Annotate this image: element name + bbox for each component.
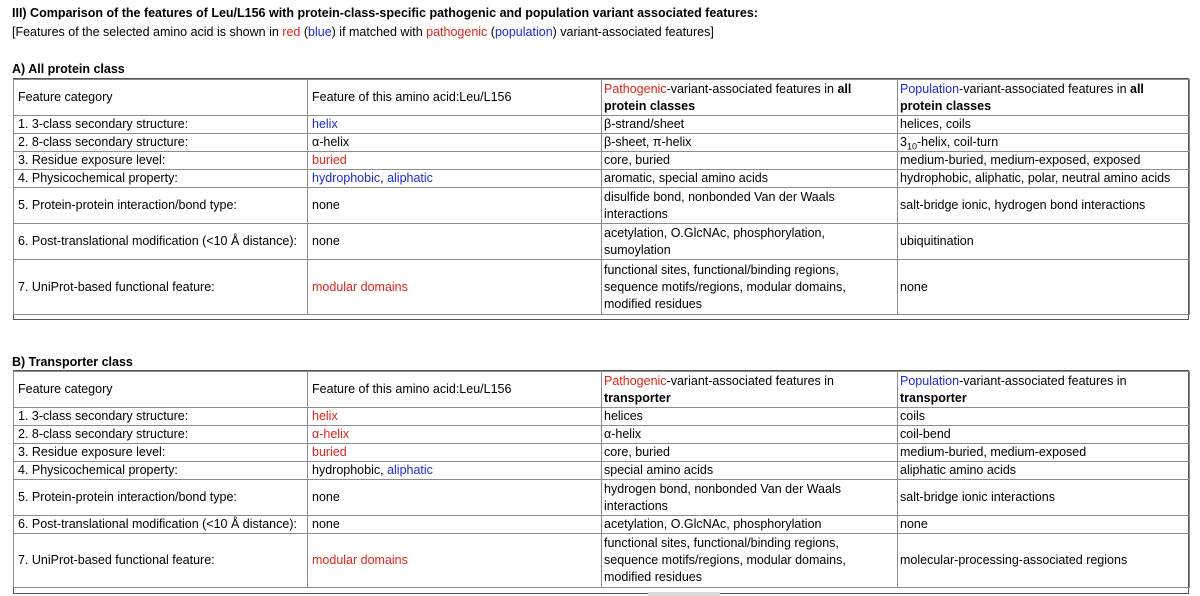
header-population-prefix: Population <box>900 81 960 96</box>
table-row <box>14 224 1190 260</box>
row-population: coils <box>898 408 1190 426</box>
table-row <box>14 426 1190 444</box>
row-category: 3. Residue exposure level: <box>14 444 308 462</box>
table-row <box>14 152 1190 170</box>
row-pathogenic: aromatic, special amino acids <box>602 170 898 188</box>
header-population-suffix: -variant-associated features in <box>959 373 1127 388</box>
row-pathogenic: acetylation, O.GlcNAc, phosphorylation <box>602 516 898 534</box>
header-population <box>898 372 1190 408</box>
table-row <box>14 134 1190 152</box>
header-population-bold: transporter <box>900 390 967 405</box>
section-a-table <box>13 79 1190 315</box>
row-pathogenic: hydrogen bond, nonbonded Van der Waals interactions <box>602 480 898 516</box>
header-population-prefix: Population <box>900 373 960 388</box>
header-pathogenic-suffix: -variant-associated features in <box>666 373 835 388</box>
header-this-amino-acid: Feature of this amino acid:Leu/L156 <box>308 80 602 116</box>
table-header-row <box>14 80 1190 116</box>
header-population-suffix: -variant-associated features in <box>959 81 1130 96</box>
row-value <box>308 408 602 426</box>
value-part: aliphatic <box>387 171 433 185</box>
row-pathogenic: core, buried <box>602 152 898 170</box>
header-pathogenic-prefix: Pathogenic <box>604 373 667 388</box>
population-sub-base: 3 <box>900 135 907 149</box>
header-population-bold: all protein classes <box>900 81 1144 113</box>
table-row <box>14 170 1190 188</box>
table-row <box>14 116 1190 134</box>
legend-red: red <box>282 25 301 39</box>
legend-text-3: ) if matched with <box>331 25 427 39</box>
value-part: hydrophobic, <box>312 463 388 477</box>
row-category: 4. Physicochemical property: <box>14 462 308 480</box>
row-population: salt-bridge ionic interactions <box>898 480 1190 516</box>
header-feature-category: Feature category <box>14 80 308 116</box>
row-category: 5. Protein-protein interaction/bond type: <box>14 188 308 224</box>
row-pathogenic: functional sites, functional/binding regions, sequence motifs/regions, modular domains, modified residues <box>602 260 898 315</box>
row-pathogenic: helices <box>602 408 898 426</box>
value-part: none <box>312 517 340 531</box>
row-pathogenic: core, buried <box>602 444 898 462</box>
value-part: α-helix <box>312 135 350 149</box>
row-value <box>308 516 602 534</box>
value-part: hydrophobic <box>312 171 381 185</box>
value-part: none <box>312 198 340 212</box>
row-value <box>308 426 602 444</box>
row-value <box>308 462 602 480</box>
row-category: 3. Residue exposure level: <box>14 152 308 170</box>
row-value <box>308 134 602 152</box>
row-value <box>308 152 602 170</box>
row-population: salt-bridge ionic, hydrogen bond interactions <box>898 188 1190 224</box>
legend-blue: blue <box>308 25 332 39</box>
row-category: 2. 8-class secondary structure: <box>14 426 308 444</box>
row-population: medium-buried, medium-exposed, exposed <box>898 152 1190 170</box>
row-population: none <box>898 260 1190 315</box>
row-value <box>308 188 602 224</box>
value-part: , <box>380 171 388 185</box>
population-rest: -helix, coil-turn <box>916 135 999 149</box>
header-population <box>898 80 1190 116</box>
row-population: ubiquitination <box>898 224 1190 260</box>
value-part: helix <box>312 409 338 423</box>
table-row <box>14 444 1190 462</box>
row-population: molecular-processing-associated regions <box>898 534 1190 588</box>
value-part: helix <box>312 117 338 131</box>
header-this-amino-acid: Feature of this amino acid:Leu/L156 <box>308 372 602 408</box>
header-pathogenic-bold: all protein classes <box>604 81 852 113</box>
row-value <box>308 170 602 188</box>
row-pathogenic: functional sites, functional/binding regions, sequence motifs/regions, modular domains, modified residues <box>602 534 898 588</box>
value-part: aliphatic <box>387 463 433 477</box>
header-pathogenic <box>602 80 898 116</box>
row-category: 6. Post-translational modification (<10 Å distance): <box>14 516 308 534</box>
table-header-row <box>14 372 1190 408</box>
row-population: hydrophobic, aliphatic, polar, neutral amino acids <box>898 170 1190 188</box>
table-row <box>14 462 1190 480</box>
table-row <box>14 408 1190 426</box>
section-b-table <box>13 371 1190 588</box>
legend-text-1: [Features of the selected amino acid is shown in <box>12 25 283 39</box>
row-value <box>308 224 602 260</box>
table-row <box>14 480 1190 516</box>
value-part: buried <box>312 153 347 167</box>
row-category: 5. Protein-protein interaction/bond type: <box>14 480 308 516</box>
row-pathogenic: β-strand/sheet <box>602 116 898 134</box>
legend-text-5: ) variant-associated features] <box>552 25 714 39</box>
legend-population: population <box>494 25 553 39</box>
table-row <box>14 188 1190 224</box>
row-pathogenic: disulfide bond, nonbonded Van der Waals interactions <box>602 188 898 224</box>
row-population <box>898 134 1190 152</box>
value-part: modular domains <box>312 553 408 567</box>
row-pathogenic: special amino acids <box>602 462 898 480</box>
row-population: helices, coils <box>898 116 1190 134</box>
row-value <box>308 444 602 462</box>
value-part: α-helix <box>312 427 350 441</box>
row-value <box>308 480 602 516</box>
row-value <box>308 534 602 588</box>
section-b-title: B) Transporter class <box>12 355 133 369</box>
table-row <box>14 260 1190 315</box>
color-legend <box>12 25 714 39</box>
row-category: 1. 3-class secondary structure: <box>14 116 308 134</box>
row-category: 1. 3-class secondary structure: <box>14 408 308 426</box>
section-a-title: A) All protein class <box>12 62 125 76</box>
row-category: 7. UniProt-based functional feature: <box>14 260 308 315</box>
population-subscript: 10 <box>906 141 917 152</box>
row-population: none <box>898 516 1190 534</box>
report-title: III) Comparison of the features of Leu/L156 with protein-class-specific pathogenic and population variant associated features: <box>12 6 758 20</box>
legend-text-4: ( <box>487 25 495 39</box>
value-part: modular domains <box>312 279 408 294</box>
row-value <box>308 116 602 134</box>
row-category: 4. Physicochemical property: <box>14 170 308 188</box>
legend-pathogenic: pathogenic <box>426 25 488 39</box>
header-pathogenic-prefix: Pathogenic <box>604 81 667 96</box>
row-population: medium-buried, medium-exposed <box>898 444 1190 462</box>
scroll-indicator <box>648 592 720 596</box>
row-pathogenic: β-sheet, π-helix <box>602 134 898 152</box>
value-part: buried <box>312 445 347 459</box>
value-part: none <box>312 234 340 248</box>
legend-text-2: ( <box>300 25 309 39</box>
row-value <box>308 260 602 315</box>
row-category: 6. Post-translational modification (<10 Å distance): <box>14 224 308 260</box>
header-pathogenic <box>602 372 898 408</box>
row-category: 7. UniProt-based functional feature: <box>14 534 308 588</box>
row-pathogenic: acetylation, O.GlcNAc, phosphorylation, sumoylation <box>602 224 898 260</box>
header-pathogenic-bold: transporter <box>604 390 671 405</box>
header-pathogenic-suffix: -variant-associated features in <box>666 81 838 96</box>
value-part: none <box>312 490 340 504</box>
table-row <box>14 516 1190 534</box>
table-row <box>14 534 1190 588</box>
header-feature-category: Feature category <box>14 372 308 408</box>
row-population: aliphatic amino acids <box>898 462 1190 480</box>
row-population: coil-bend <box>898 426 1190 444</box>
row-category: 2. 8-class secondary structure: <box>14 134 308 152</box>
row-pathogenic: α-helix <box>602 426 898 444</box>
